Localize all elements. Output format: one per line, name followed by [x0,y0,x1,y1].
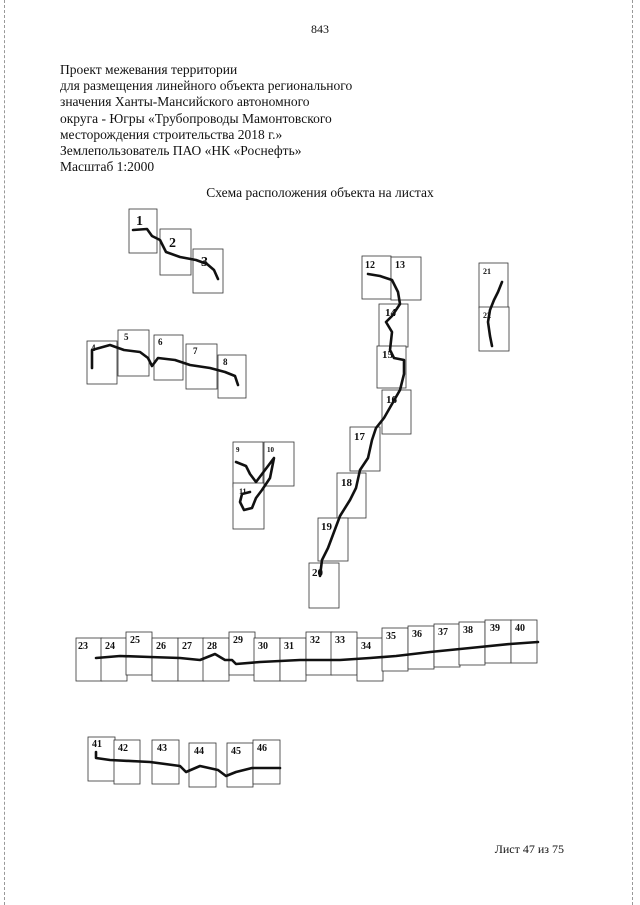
sheet-label-5: 5 [124,332,129,342]
sheet-5 [118,330,149,376]
sheet-label-33: 33 [335,635,345,646]
sheet-label-20: 20 [312,567,323,579]
land-user: Землепользователь ПАО «НК «Роснефть» [60,143,302,159]
sheet-label-31: 31 [284,641,294,652]
sheet-label-16: 16 [386,394,397,406]
sheet-label-11: 11 [239,487,247,496]
sheet-footer: Лист 47 из 75 [494,842,564,856]
sheet-label-7: 7 [193,346,198,356]
sheet-label-44: 44 [194,746,204,757]
sheet-label-46: 46 [257,743,267,754]
sheet-11 [233,483,264,529]
header-line-2: для размещения линейного объекта регионального [60,78,353,94]
sheet-label-36: 36 [412,629,422,640]
sheet-label-41: 41 [92,739,102,750]
sheet-label-35: 35 [386,631,396,642]
sheet-label-29: 29 [233,635,243,646]
sheet-label-9: 9 [236,446,240,454]
header-line-3: значения Ханты-Мансийского автономного [60,94,310,110]
sheet-label-37: 37 [438,627,448,638]
sheet-label-19: 19 [321,521,332,533]
sheet-label-42: 42 [118,743,128,754]
sheets-layer [76,209,537,787]
sheet-label-3: 3 [201,255,208,270]
sheet-label-26: 26 [156,641,166,652]
sheet-label-13: 13 [395,260,405,271]
sheet-label-14: 14 [385,307,396,319]
scheme-title: Схема расположения объекта на листах [206,185,434,200]
sheet-label-45: 45 [231,746,241,757]
sheet-label-30: 30 [258,641,268,652]
sheet-label-18: 18 [341,477,352,489]
sheet-label-2: 2 [169,236,176,251]
sheet-label-15: 15 [382,349,393,361]
sheet-label-4: 4 [91,343,96,353]
sheet-label-28: 28 [207,641,217,652]
sheet-label-24: 24 [105,641,115,652]
sheet-label-25: 25 [130,635,140,646]
header-line-1: Проект межевания территории [60,62,238,77]
sheet-label-6: 6 [158,337,163,347]
sheet-label-40: 40 [515,623,525,634]
sheet-label-27: 27 [182,641,192,652]
page-number: 843 [311,22,329,36]
sheet-label-34: 34 [361,641,371,652]
sheet-label-23: 23 [78,641,88,652]
header-line-4: округа - Югры «Трубопроводы Мамонтовского [60,110,332,126]
sheet-label-39: 39 [490,623,500,634]
sheet-label-12: 12 [365,260,375,271]
sheet-label-43: 43 [157,743,167,754]
sheet-label-1: 1 [136,214,143,229]
scale: Масштаб 1:2000 [60,159,155,175]
sheet-label-17: 17 [354,431,365,443]
sheet-label-38: 38 [463,625,473,636]
sheet-label-21: 21 [483,267,491,276]
sheet-label-32: 32 [310,635,320,646]
sheet-label-22: 22 [483,311,491,320]
pipeline-routes [92,229,538,776]
sheet-3 [193,249,223,293]
sheet-label-10: 10 [267,446,274,454]
sheet-label-8: 8 [223,357,228,367]
header-line-5: месторождения строительства 2018 г.» [60,126,283,142]
